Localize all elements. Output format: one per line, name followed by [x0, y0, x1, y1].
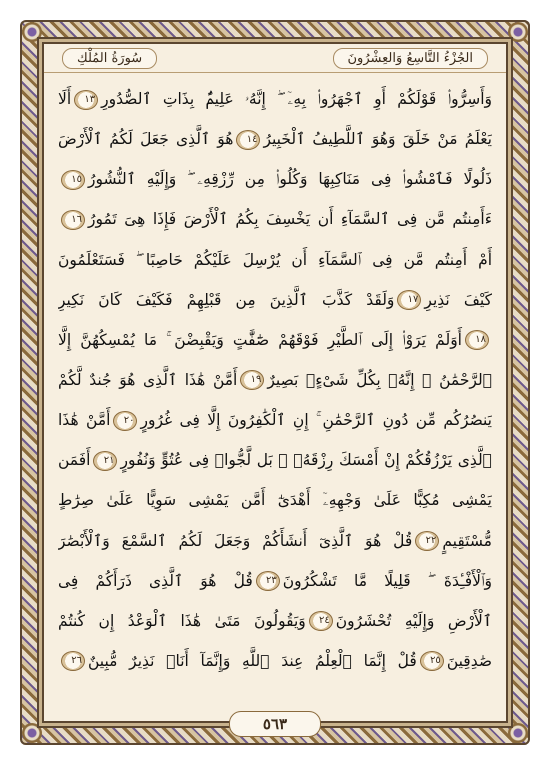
mushaf-page [20, 20, 530, 745]
text-line [58, 365, 492, 396]
ayah-number-marker: ٢٦ [61, 651, 85, 671]
text-line [58, 285, 492, 316]
text-line [58, 485, 492, 516]
verse-text: أَوَلَمْ يَرَوْا۟ إِلَى ٱلطَّيْرِ فَوْقَهُمْ صَٰٓفَّٰتٍ وَيَقْبِضْنَ ۚ مَا يُمْسِكُهُنَّ إِلَّا [58, 330, 462, 349]
text-line [58, 606, 492, 637]
verse-text: أَمَّنْ هَٰذَا ٱلَّذِى هُوَ جُندٌ لَّكُمْ [58, 370, 238, 389]
ayah-number-marker: ٢٠ [113, 411, 137, 431]
verse-text: وَلَقَدْ كَذَّبَ ٱلَّذِينَ مِن قَبْلِهِمْ فَكَيْفَ كَانَ نَكِيرِ [58, 290, 395, 309]
text-line [58, 405, 492, 436]
corner-ornament-icon [508, 723, 528, 743]
ayah-number-marker: ٢٣ [256, 571, 280, 591]
verse-text: أَلَا [58, 90, 72, 108]
verse-text: كَيْفَ نَذِيرِ [424, 290, 492, 309]
ayah-number-marker: ١٨ [465, 330, 489, 350]
verse-text: يَنصُرُكُم مِّن دُونِ ٱلرَّحْمَٰنِ ۚ إِنِ ٱلْكَٰفِرُونَ إِلَّا فِى غُرُورٍ [140, 411, 492, 430]
verse-text: ءَأَمِنتُم مَّن فِى ٱلسَّمَآءِ أَن يَخْسِفَ بِكُمُ ٱلْأَرْضَ فَإِذَا هِىَ تَمُورُ [88, 210, 492, 229]
verse-text: قُلْ هُوَ ٱلَّذِىٓ أَنشَأَكُمْ وَجَعَلَ لَكُمُ ٱلسَّمْعَ وَٱلْأَبْصَٰرَ [58, 531, 413, 550]
page-number: ٥٦٣ [229, 711, 321, 737]
verse-text: أَفَمَن [58, 451, 91, 470]
ayah-number-marker: ١٧ [397, 290, 421, 310]
verse-text: أَمَّنْ هَٰذَا [58, 411, 111, 430]
verse-text: صَٰدِقِينَ [446, 651, 492, 670]
verse-text: ٱلْأَرْضِ وَإِلَيْهِ تُحْشَرُونَ [335, 611, 492, 630]
verse-text: هُوَ ٱلَّذِى جَعَلَ لَكُمُ ٱلْأَرْضَ [58, 130, 234, 149]
verse-text: وَٱلْأَفْـِٔدَةَ ۖ قَلِيلًا مَّا تَشْكُرُونَ [282, 571, 492, 590]
corner-ornament-icon [22, 723, 42, 743]
ayah-number-marker: ١٤ [236, 130, 260, 150]
verse-text: يَعْلَمُ مَنْ خَلَقَ وَهُوَ ٱللَّطِيفُ ٱلْخَبِيرُ [263, 130, 492, 149]
text-line [58, 566, 492, 597]
text-line [58, 124, 492, 155]
ayah-number-marker: ١٥ [61, 170, 85, 190]
text-line [58, 84, 492, 115]
text-line [58, 164, 492, 195]
verse-text: وَيَقُولُونَ مَتَىٰ هَٰذَا ٱلْوَعْدُ إِن كُنتُمْ [58, 611, 306, 630]
verse-text: ذَلُولًا فَٱمْشُوا۟ فِى مَنَاكِبِهَا وَكُلُوا۟ مِن رِّزْقِهِۦ ۖ وَإِلَيْهِ ٱلنُّشُورُ [88, 170, 492, 189]
text-line [58, 245, 492, 276]
juz-name: الجُزْءُ التَّاسِعُ وَالعِشْرُونَ [333, 48, 489, 69]
page-header [44, 44, 506, 73]
corner-ornament-icon [22, 22, 42, 42]
ayah-number-marker: ٢٤ [309, 611, 333, 631]
verse-text: ٱلَّذِى يَرْزُقُكُمْ إِنْ أَمْسَكَ رِزْقَهُۥ ۚ بَل لَّجُّوا۟ فِى عُتُوٍّ وَنُفُورٍ [120, 451, 492, 470]
ayah-number-marker: ٢١ [93, 451, 117, 471]
text-line [58, 646, 492, 677]
text-panel [42, 42, 508, 723]
ayah-number-marker: ٢٥ [420, 651, 444, 671]
verse-text: قُلْ إِنَّمَا ٱلْعِلْمُ عِندَ ٱللَّهِ وَإِنَّمَآ أَنَا۠ نَذِيرٌ مُّبِينٌ [88, 651, 417, 670]
verse-text: قُلْ هُوَ ٱلَّذِى ذَرَأَكُمْ فِى [58, 571, 253, 590]
verse-text: يَمْشِى مُكِبًّا عَلَىٰ وَجْهِهِۦٓ أَهْدَىٰٓ أَمَّن يَمْشِى سَوِيًّا عَلَىٰ صِرَٰطٍ [58, 491, 492, 510]
corner-ornament-icon [508, 22, 528, 42]
ayah-number-marker: ٢٢ [415, 531, 439, 551]
ayah-number-marker: ١٣ [74, 90, 98, 110]
text-line [58, 526, 492, 557]
text-line [58, 325, 492, 356]
text-line [58, 445, 492, 476]
verse-text: وَأَسِرُّوا۟ قَوْلَكُمْ أَوِ ٱجْهَرُوا۟ بِهِۦٓ ۖ إِنَّهُۥ عَلِيمٌۢ بِذَاتِ ٱلصُّدُورِ [101, 90, 492, 108]
text-line [58, 204, 492, 235]
verse-text: مُّسْتَقِيمٍ [442, 531, 492, 550]
quran-text [58, 84, 492, 677]
ayah-number-marker: ١٦ [61, 210, 85, 230]
surah-name: سُورَةُ المُلْكِ [62, 48, 157, 69]
verse-text: ٱلرَّحْمَٰنُ ۚ إِنَّهُۥ بِكُلِّ شَىْءٍۭ بَصِيرٌ [267, 370, 492, 389]
verse-text: أَمْ أَمِنتُم مَّن فِى ٱلسَّمَآءِ أَن يُرْسِلَ عَلَيْكُمْ حَاصِبًا ۖ فَسَتَعْلَمُونَ [58, 250, 492, 269]
ayah-number-marker: ١٩ [240, 370, 264, 390]
